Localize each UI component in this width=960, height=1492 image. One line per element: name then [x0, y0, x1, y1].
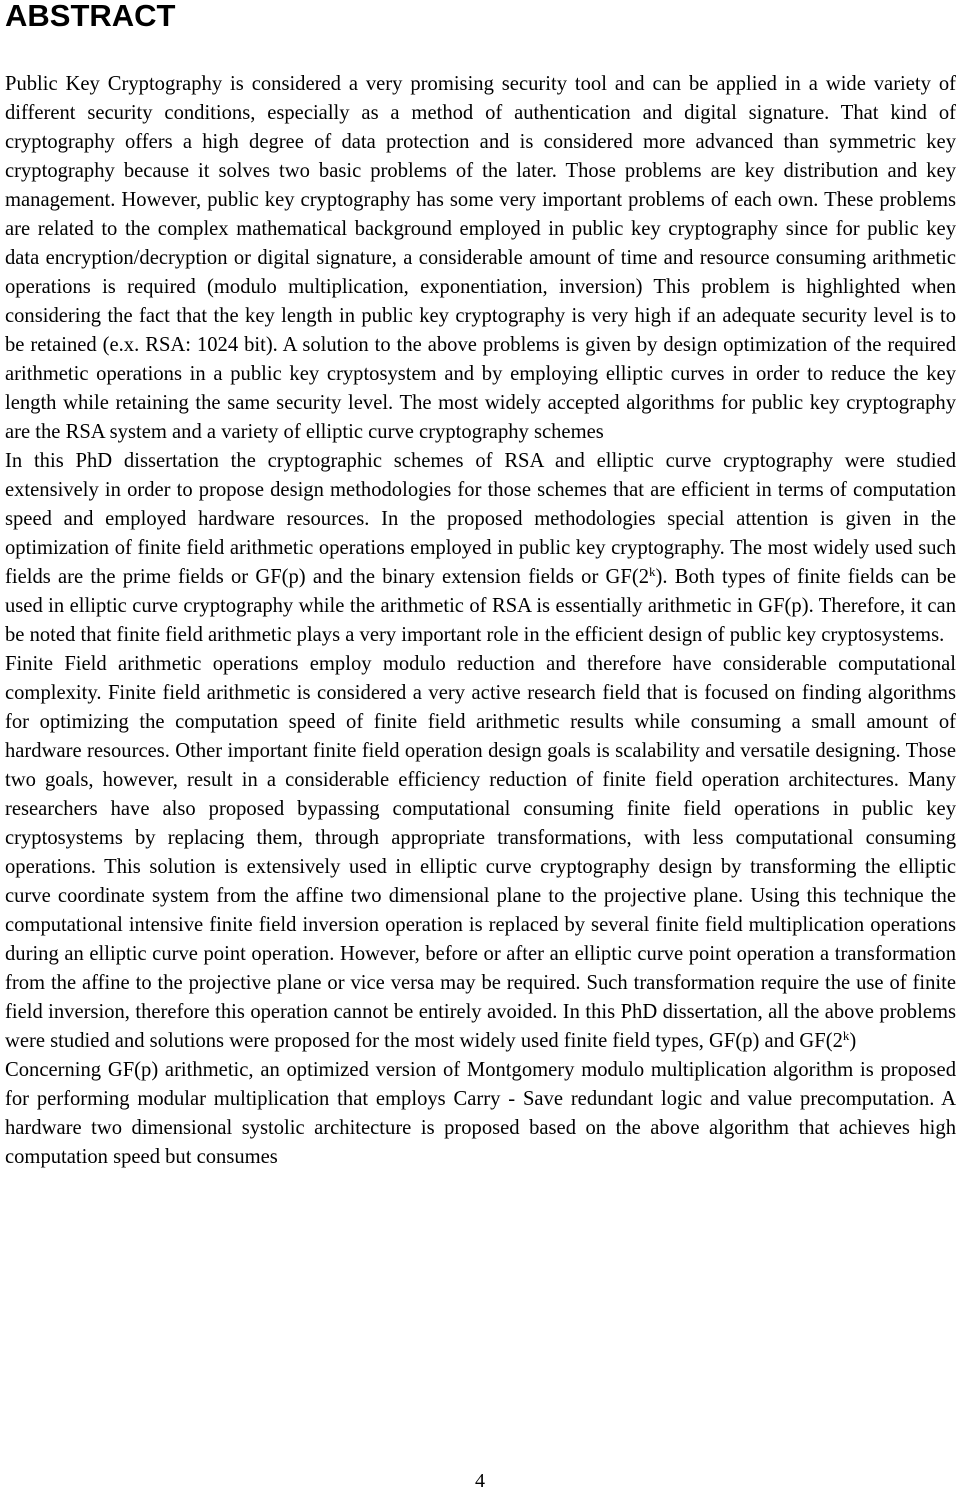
paragraph-3-text-a: Finite Field arithmetic operations employ modulo reduction and therefore have considerable computational complexity. Finite field arithmetic is considered a very active research field that is focused on finding algorithms for optimizing the computation speed of finite field arithmetic results while consuming a small amount of hardware resources. Other important finite field operation design goals is scalability and versatile designing. Those two goals, however, result in a considerable efficiency reduction of finite field operation architectures. Many researchers have also proposed bypassing computational consuming finite field operations in public key cryptosystems by replacing them, through appropriate transformations, with less computational consuming operations. This solution is extensively used in elliptic curve cryptography design by transforming the elliptic curve coordinate system from the affine two dimensional plane to the projective plane. Using this technique the computational intensive finite field inversion operation is replaced by several finite field multiplication operations during an elliptic curve point operation. However, before or after an elliptic curve point operation a transformation from the affine to the projective plane or vice versa may be required. Such transformation require the use of finite field inversion, therefore this operation cannot be entirely avoided. In this PhD dissertation, all the above problems were studied and solutions were proposed for the most widely used finite field types, GF(p) and GF(2: [5, 653, 956, 1052]
section-heading: ABSTRACT: [5, 0, 176, 33]
paragraph-2: [5, 447, 956, 650]
paragraph-4: Concerning GF(p) arithmetic, an optimized version of Montgomery modulo multiplication algorithm is proposed for performing modular multiplication that employs Carry - Save redundant logic and value precomputation. A hardware two dimensional systolic architecture is proposed based on the above algorithm that achieves high computation speed but consumes: [5, 1059, 956, 1168]
superscript-k: k: [842, 1027, 850, 1043]
paragraph-2-text-a: In this PhD dissertation the cryptographic schemes of RSA and elliptic curve cryptography were studied extensively in order to propose design methodologies for those schemes that are efficient in terms of computation speed and employed hardware resources. In the proposed methodologies special attention is given in the optimization of finite field arithmetic operations employed in public key cryptography. The most widely used such fields are the prime fields or GF(p) and the binary extension fields or GF(2: [5, 450, 956, 588]
abstract-body: [5, 70, 956, 1172]
superscript-k: k: [649, 563, 656, 579]
paragraph-2-text-b: ). Both types of finite fields can be used in elliptic curve cryptography while the arithmetic of RSA is essentially arithmetic in GF(p). Therefore, it can be noted that finite field arithmetic plays a very important role in the efficient design of public key cryptosystems.: [5, 566, 956, 646]
paragraph-3-text-b: ): [849, 1030, 857, 1052]
paragraph-1: Public Key Cryptography is considered a very promising security tool and can be applied in a wide variety of different security conditions, especially as a method of authentication and digital signature. That kind of cryptography offers a high degree of data protection and is considered more advanced than symmetric key cryptography because it solves two basic problems of the later. Those problems are key distribution and key management. However, public key cryptography has some very important problems of each own. These problems are related to the complex mathematical background employed in public key cryptography since for public key data encryption/decryption or digital signature, a considerable amount of time and resource consuming arithmetic operations is required (modulo multiplication, exponentiation, inversion) This problem is highlighted when considering the fact that the key length in public key cryptography is very high if an adequate security level is to be retained (e.x. RSA: 1024 bit). A solution to the above problems is given by design optimization of the required arithmetic operations in a public key cryptosystem and by employing elliptic curves in order to reduce the key length while retaining the same security level. The most widely accepted algorithms for public key cryptography are the RSA system and a variety of elliptic curve cryptography schemes: [5, 73, 956, 443]
paragraph-3: [5, 650, 956, 1056]
page-number: 4: [475, 1470, 485, 1492]
